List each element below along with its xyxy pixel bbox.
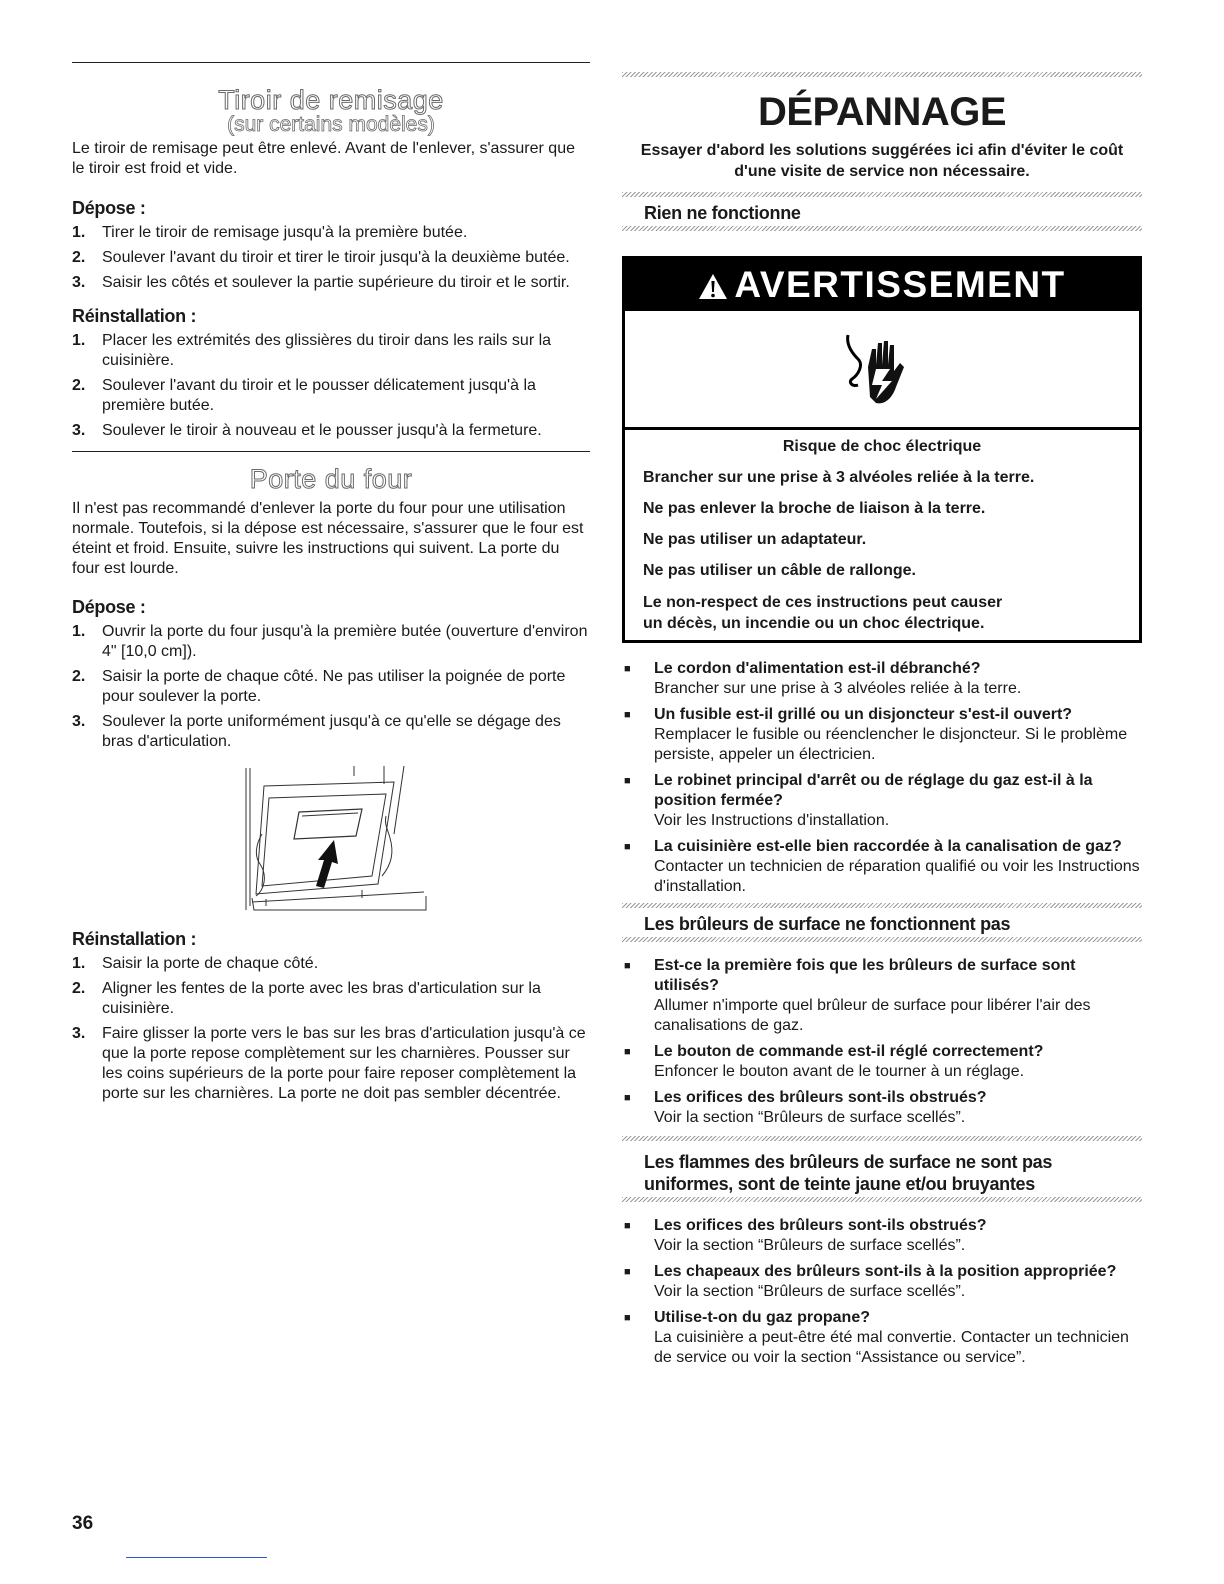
hatched-divider [622,903,1142,908]
list-item: 2. Saisir la porte de chaque côté. Ne pas utiliser la poignée de porte pour soulever la porte. [72,668,566,705]
left-column [72,62,590,1109]
hatched-divider [622,72,1142,77]
footer-line [126,1557,267,1558]
hatched-divider [622,192,1142,197]
list-item: ■ Est-ce la première fois que les brûleurs de surface sont utilisés? Allumer n'importe quel brûleur de surface pour libérer l'air des canalisations de gaz. [624,957,1091,1034]
list-item: 2. Soulever l'avant du tiroir et le pousser délicatement jusqu'à la première butée. [72,377,536,414]
list-item: ■ Les orifices des brûleurs sont-ils obstrués? Voir la section “Brûleurs de surface scellés”. [624,1217,987,1254]
list-item: ■ Un fusible est-il grillé ou un disjoncteur s'est-il ouvert? Remplacer le fusible ou réenclencher le disjoncteur. Si le problème persiste, appeler un électricien. [624,706,1128,763]
list-item: ■ Le robinet principal d'arrêt ou de réglage du gaz est-il à la position fermée? Voir les Instructions d'installation. [624,772,1093,829]
drawer-reinstall-heading: Réinstallation : [72,306,197,326]
list-item: 3. Faire glisser la porte vers le bas sur les bras d'articulation jusqu'à ce que la porte repose complètement sur les charnières. Pousser sur les coins supérieurs de la porte pour faire reposer complètement la porte sur les charnières. La porte ne doit pas sembler décentrée. [72,1025,586,1102]
list-item: 1. Placer les extrémités des glissières du tiroir dans les rails sur la cuisinière. [72,332,552,369]
bullet-square-icon: ■ [624,841,631,853]
hatched-divider [622,1197,1142,1202]
door-reinstall-steps [72,954,590,1104]
warning-line: Brancher sur une prise à 3 alvéoles reliée à la terre. [643,469,1035,486]
bullet-square-icon: ■ [624,1312,631,1324]
oven-door-illustration [244,764,428,916]
warning-title: AVERTISSEMENT [734,264,1066,305]
section-divider [72,451,590,452]
warning-box [622,256,1142,643]
list-item: 1. Tirer le tiroir de remisage jusqu'à la première butée. [72,224,468,241]
bullet-square-icon: ■ [624,709,631,721]
flames-list [622,1216,1142,1368]
section-heading-flames: Les flammes des brûleurs de surface ne sont pas uniformes, sont de teinte jaune et/ou bruyantes [644,1152,1053,1194]
troubleshooting-title: DÉPANNAGE [757,90,1007,134]
list-item: 2. Aligner les fentes de la porte avec les bras d'articulation sur la cuisinière. [72,980,541,1017]
warning-text [625,430,1139,640]
list-item: ■ Les orifices des brûleurs sont-ils obstrués? Voir la section “Brûleurs de surface scellés”. [624,1089,987,1126]
drawer-reinstall-steps [72,331,590,441]
nothing-works-list [622,659,1142,897]
list-item: ■ Le cordon d'alimentation est-il débranché? Brancher sur une prise à 3 alvéoles reliée à la terre. [624,660,1022,697]
drawer-removal-heading: Dépose : [72,198,146,218]
bullet-square-icon: ■ [624,1266,631,1278]
list-item: 2. Soulever l'avant du tiroir et tirer le tiroir jusqu'à la deuxième butée. [72,249,570,266]
section-heading-nothing-works: Rien ne fonctionne [644,203,801,223]
electric-shock-hand-icon [842,329,922,429]
bullet-square-icon: ■ [624,960,631,972]
bullet-square-icon: ■ [624,775,631,787]
list-item: 1. Ouvrir la porte du four jusqu'à la première butée (ouverture d'environ 4" [10,0 cm]). [72,623,588,660]
warning-risk: Risque de choc électrique [782,438,982,455]
hatched-divider [622,226,1142,231]
warning-line: Ne pas utiliser un adaptateur. [643,531,867,548]
drawer-removal-steps [72,223,590,293]
storage-drawer-title: Tiroir de remisage [218,85,444,115]
list-item: ■ Utilise-t-on du gaz propane? La cuisinière a peut-être été mal convertie. Contacter un technicien de service ou voir la section “Assistance ou service”. [624,1309,1129,1366]
section-heading-burners: Les brûleurs de surface ne fonctionnent pas [644,914,1011,934]
door-removal-heading: Dépose : [72,597,146,617]
list-item: 3. Soulever le tiroir à nouveau et le pousser jusqu'à la fermeture. [72,422,542,439]
list-item: 3. Soulever la porte uniformément jusqu'à ce qu'elle se dégage des bras d'articulation. [72,713,561,750]
storage-drawer-intro: Le tiroir de remisage peut être enlevé. Avant de l'enlever, s'assurer que le tiroir est froid et vide. [72,140,575,177]
page-number: 36 [72,1513,94,1534]
troubleshooting-intro: Essayer d'abord les solutions suggérées ici afin d'éviter le coût d'une visite de service non nécessaire. [640,142,1124,180]
warning-consequence: un décès, un incendie ou un choc électrique. [643,615,985,632]
list-item: 1. Saisir la porte de chaque côté. [72,955,319,972]
oven-door-removal-diagram [244,764,428,916]
warning-symbol-area [625,311,1139,430]
warning-triangle-icon [698,273,728,300]
warning-banner [625,259,1139,311]
burners-list [622,956,1142,1128]
list-item: 3. Saisir les côtés et soulever la partie supérieure du tiroir et le sortir. [72,274,570,291]
bullet-square-icon: ■ [624,663,631,675]
section-divider [72,62,590,63]
warning-line: Ne pas enlever la broche de liaison à la terre. [643,500,986,517]
right-column [622,62,1142,1374]
bullet-square-icon: ■ [624,1220,631,1232]
door-reinstall-heading: Réinstallation : [72,929,197,949]
bullet-square-icon: ■ [624,1092,631,1104]
bullet-square-icon: ■ [624,1046,631,1058]
list-item: ■ Le bouton de commande est-il réglé correctement? Enfoncer le bouton avant de le tourner à un réglage. [624,1043,1044,1080]
warning-consequence: Le non-respect de ces instructions peut causer [643,594,1003,611]
list-item: ■ Les chapeaux des brûleurs sont-ils à la position appropriée? Voir la section “Brûleurs de surface scellés”. [624,1263,1117,1300]
door-removal-steps [72,622,590,752]
list-item: ■ La cuisinière est-elle bien raccordée à la canalisation de gaz? Contacter un technicien de réparation qualifié ou voir les Instructions d'installation. [624,838,1140,895]
oven-door-intro: Il n'est pas recommandé d'enlever la porte du four pour une utilisation normale. Toutefois, si la dépose est nécessaire, s'assurer que le four est éteint et froid. Ensuite, suivre les instructions qui suivent. La porte du four est lourde. [72,500,584,577]
hatched-divider [622,1136,1142,1141]
hatched-divider [622,937,1142,942]
oven-door-title: Porte du four [249,464,413,494]
storage-drawer-subtitle: (sur certains modèles) [227,113,435,136]
warning-line: Ne pas utiliser un câble de rallonge. [643,562,916,579]
